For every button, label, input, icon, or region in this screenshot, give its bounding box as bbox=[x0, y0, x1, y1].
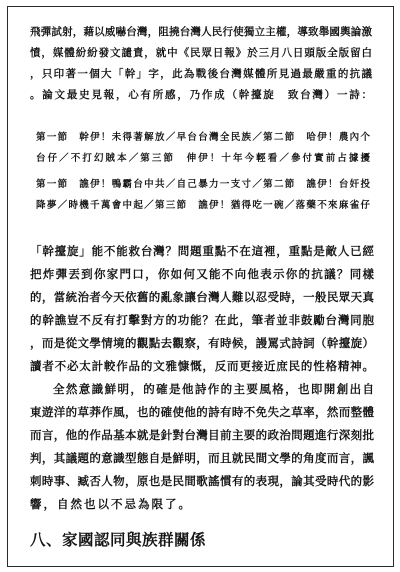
poem-stanza-group-1 bbox=[36, 127, 370, 169]
commentary-line: 讀者不必太計較作品的文雅慷慨，反而更接近庶民的性格精神。 bbox=[30, 359, 374, 373]
poem-line: 第一節 譙伊！鴨霸台中共／自己暴力一支寸／第二節 譙伊！台奸投 bbox=[36, 179, 370, 190]
poem-line: 第一節 幹伊！未得著解放／早台台灣全民族／第二節 哈伊！農內个 bbox=[36, 132, 370, 143]
commentary-line: 而言，他的作品基本就是針對台灣目前主要的政治問題進行深刻批 bbox=[30, 428, 374, 442]
poem-stanza-group-2 bbox=[36, 174, 370, 216]
commentary-line: 的，當統治者今天依舊的亂象讓台灣人難以忍受時，一般民眾天真 bbox=[30, 290, 374, 304]
commentary-line: 「幹擡旋」能不能救台灣？問題重點不在這裡，重點是敵人已經 bbox=[30, 244, 374, 258]
commentary-line: 刺時事、臧否人物，原也是民間歌謠慣有的表現，論其受時代的影 bbox=[30, 474, 374, 488]
commentary-line: 全然意識鮮明，的確是他詩作的主要風格，也即開創出自 bbox=[53, 382, 374, 396]
commentary-paragraph bbox=[30, 240, 374, 516]
commentary-line: 判，其議題的意識型態自是鮮明，而且就民間文學的角度而言，諷 bbox=[30, 451, 374, 465]
intro-line: 。論文最史見報，心有所感，乃作成（幹擡旋 致台灣）一詩： bbox=[30, 89, 372, 101]
intro-paragraph bbox=[30, 22, 372, 106]
section-heading: 八、家國認同與族群關係 bbox=[30, 530, 207, 549]
commentary-line: 的幹譙豈不反有打擊對方的功能？在此，筆者並非鼓勵台灣同胞 bbox=[30, 313, 374, 327]
commentary-line: 東遊洋的草莽作風，也的確使他的詩有時不免失之草率，然而整體 bbox=[30, 405, 374, 419]
commentary-line: ，而是從文學情境的觀點去觀察，有時候，謾罵式詩詞（幹擡旋） bbox=[30, 336, 374, 350]
intro-line: ，只印著一個大「幹」字，此為戰後台灣媒體所見過最嚴重的抗議 bbox=[30, 68, 372, 80]
commentary-line: 把炸彈丟到你家門口，你如何又能不向他表示你的抗議？同樣 bbox=[30, 267, 374, 281]
poem-line: 台仔／不打幻賊本／第三節 伸伊！十年今輕看／參付實前占據擾 bbox=[36, 153, 370, 164]
poem-line: 降夢／時機千萬會中起／第三節 譙伊！猶得吃一碗／落藥不來麻雀仔 bbox=[36, 200, 370, 211]
intro-line: 憤，媒體紛紛發文譴責，就中《民眾日報》於三月八日頭版全版留白 bbox=[30, 47, 372, 59]
intro-line: 飛彈試射，藉以威嚇台灣，阻撓台灣人民行使獨立主權，導致舉國輿論激 bbox=[30, 26, 372, 38]
commentary-line: 響，自然也以不忌為限了。 bbox=[30, 497, 192, 511]
